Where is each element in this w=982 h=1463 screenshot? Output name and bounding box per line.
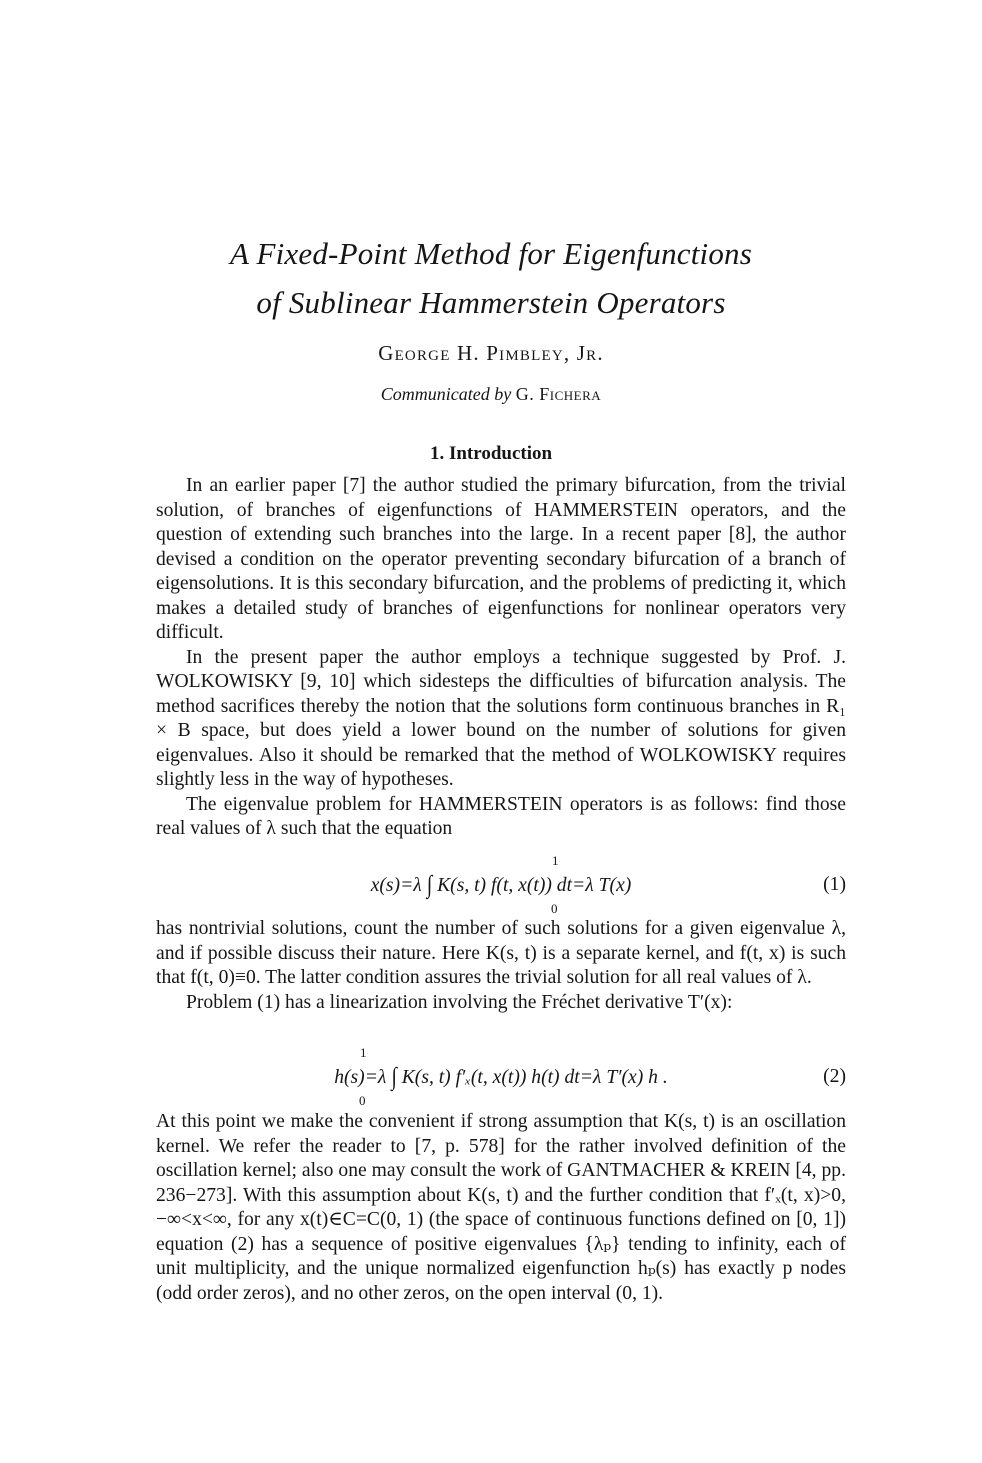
equation-2-formula	[156, 1064, 846, 1091]
paragraph-2: In the present paper the author employs a technique suggested by Prof. J. WOLKOWISKY [9, 10] which sidesteps the difficulties of bifurcation analysis. The method sacrifices thereby the notion that the solutions form continuous branches in R₁ × B space, but does yield a lower bound on the number of solutions for given eigenvalues. Also it should be remarked that the method of WOLKOWISKY requires slightly less in the way of hypotheses.	[156, 646, 846, 790]
equation-1-lower-limit: 0	[551, 901, 558, 916]
equation-2-lower-limit: 0	[359, 1093, 366, 1108]
equation-2-lhs: h(s)=λ	[334, 1067, 387, 1088]
paragraph-4: has nontrivial solutions, count the number of such solutions for a given eigenvalue λ, and if possible discuss their nature. Here K(s, t) is a separate kernel, and f(t, x) is such that f(t, 0)≡0. The latter condition assures the trivial solution for all real values of λ.	[156, 918, 846, 988]
equation-1-lhs: x(s)=λ	[370, 875, 422, 896]
paper-title-line-2: of Sublinear Hammerstein Operators	[256, 285, 726, 320]
paragraph-1: In an earlier paper [7] the author studied the primary bifurcation, from the trivial solution, of branches of eigenfunctions of HAMMERSTEIN operators, and the question of extending such branches into the large. In a recent paper [8], the author devised a condition on the operator preventing secondary bifurcation of a branch of eigensolutions. It is this secondary bifurcation, and the problems of predicting it, which makes a detailed study of branches of eigenfunctions for nonlinear operators very difficult.	[156, 475, 846, 643]
equation-1-rhs: K(s, t) f(t, x(t)) dt=λ T(x)	[437, 875, 632, 896]
body-block-2	[156, 917, 846, 1015]
equation-1	[156, 850, 846, 920]
body-block-3	[156, 1110, 846, 1306]
equation-2	[156, 1042, 846, 1112]
integral-sign: ∫	[391, 1063, 397, 1091]
equation-2-upper-limit: 1	[360, 1045, 367, 1060]
equation-1-formula	[156, 872, 846, 899]
paragraph-6: At this point we make the convenient if strong assumption that K(s, t) is an oscillation kernel. We refer the reader to [7, p. 578] for the rather involved definition of the oscillation kernel; also one may consult the work of GANTMACHER & KREIN [4, pp. 236−273]. With this assumption about K(s, t) and the further condition that f′ₓ(t, x)>0, −∞<x<∞, for any x(t)∈C=C(0, 1) (the space of continuous functions defined on [0, 1]) equation (2) has a sequence of positive eigenvalues {λₚ} tending to infinity, each of unit multiplicity, and the unique normalized eigenfunction hₚ(s) has exactly p nodes (odd order zeros), and no other zeros, on the open interval (0, 1).	[156, 1111, 846, 1304]
equation-2-rhs: K(s, t) f′ₓ(t, x(t)) h(t) dt=λ T′(x) h .	[401, 1067, 668, 1088]
section-heading: 1. Introduction	[429, 443, 553, 464]
communicated-by	[0, 381, 982, 407]
body-block-1	[156, 474, 846, 842]
equation-1-number: (1)	[823, 874, 846, 895]
author-name: George H. Pimbley, Jr.	[378, 341, 604, 365]
communicated-prefix: Communicated by	[380, 384, 512, 404]
communicator-name: G. Fichera	[515, 384, 602, 404]
integral-sign: ∫	[426, 871, 433, 899]
paper-title-line-1: A Fixed-Point Method for Eigenfunctions	[229, 236, 753, 271]
equation-2-number: (2)	[823, 1066, 846, 1087]
paragraph-3: The eigenvalue problem for HAMMERSTEIN operators is as follows: find those real values of λ such that the equation	[156, 793, 846, 839]
paragraph-5: Problem (1) has a linearization involving the Fréchet derivative T′(x):	[186, 991, 733, 1013]
equation-1-upper-limit: 1	[552, 853, 559, 868]
